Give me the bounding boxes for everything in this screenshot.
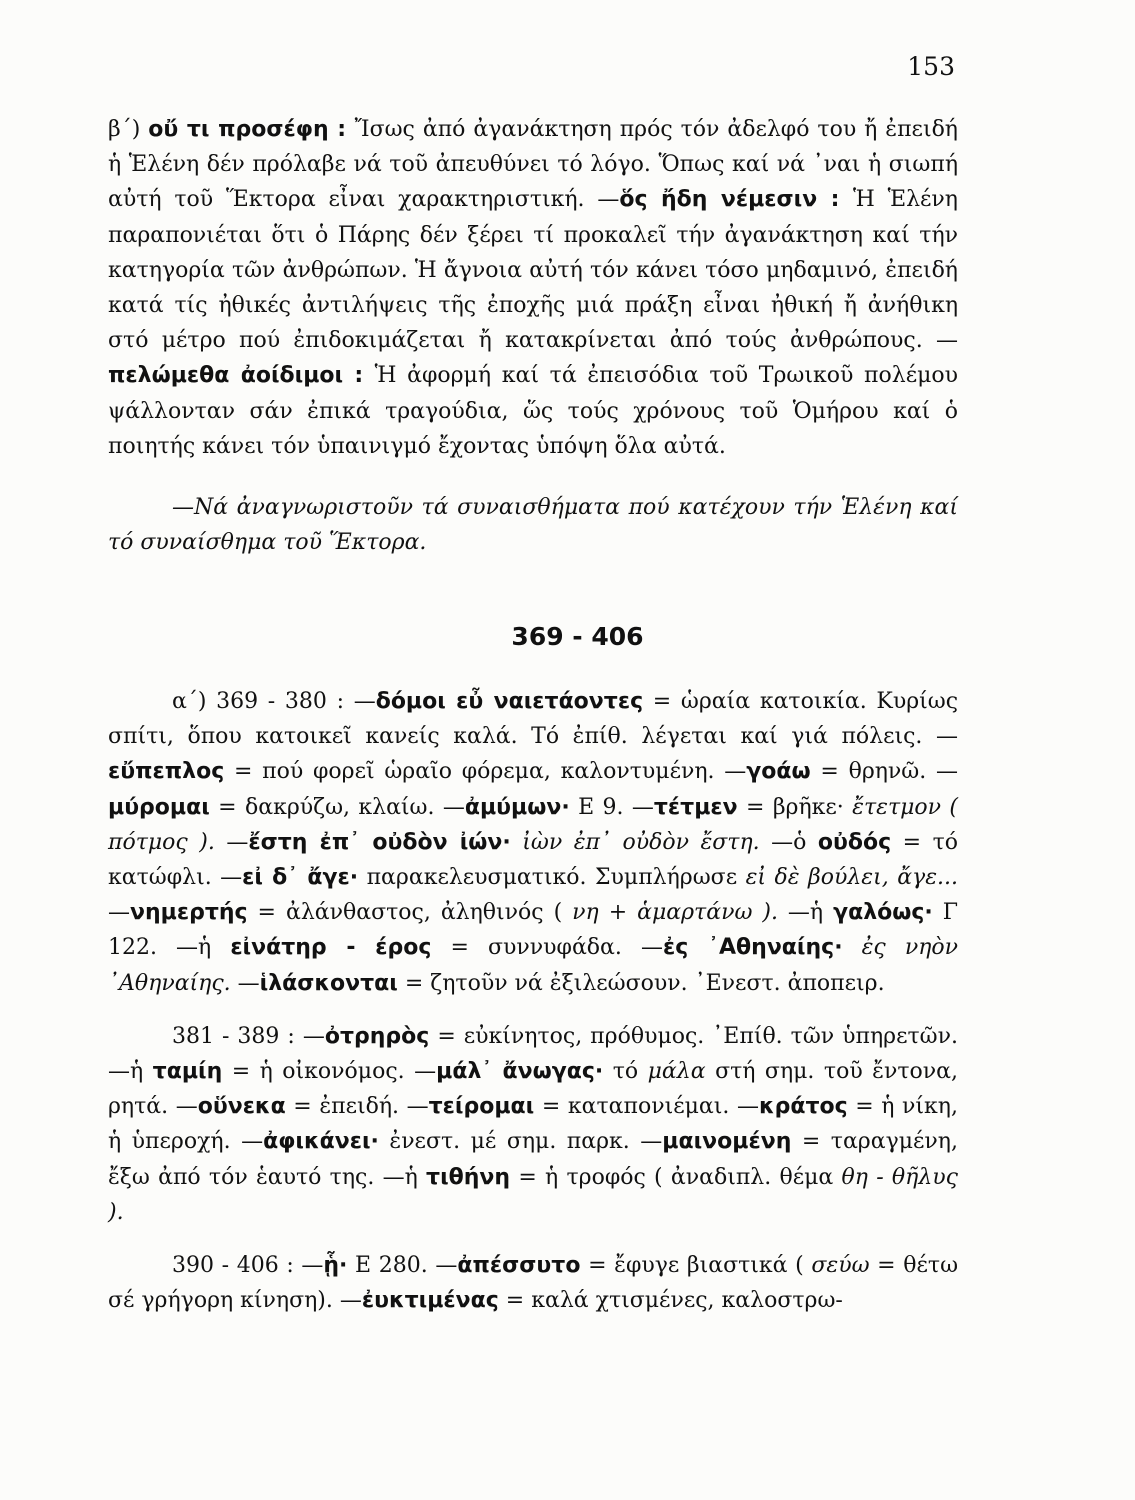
- lemma: οὕνεκα: [197, 1094, 286, 1120]
- lemma: πελώμεθα ἀοίδιμοι :: [108, 363, 375, 389]
- gloss-text: Ε 9. —: [569, 794, 654, 820]
- lemma: τέτμεν: [653, 794, 738, 820]
- gloss-text: = ἔφυγε βιαστικά (: [580, 1253, 812, 1279]
- lemma: οὔ τι προσέφη :: [148, 117, 355, 142]
- lemma: ἐς ᾿Αθηναίης·: [662, 935, 843, 961]
- gloss-text: +: [598, 900, 638, 926]
- lemma: μύρομαι: [108, 794, 210, 820]
- lemma: ἐυκτιμένας: [361, 1288, 499, 1314]
- gloss-text: = ἀλάνθαστος, ἀληθινός (: [247, 900, 573, 926]
- lemma: ἀπέσσυτο: [457, 1253, 581, 1279]
- lemma: εἰνάτηρ - έρος: [230, 935, 432, 961]
- gloss-text: = βρῆκε·: [737, 794, 853, 820]
- italic-text: θη - θῆλυς ).: [108, 1164, 958, 1225]
- gloss-text: α΄) 369 - 380 : —: [172, 689, 376, 714]
- gloss-text: —: [108, 900, 130, 926]
- lemma: ἀφικάνει·: [263, 1129, 379, 1155]
- gloss-text: 381 - 389 : —: [172, 1023, 325, 1049]
- gloss-text: Ἡ Ἑλένη παραπονιέται ὅτι ὁ Πάρης δέν ξέρει τί προκαλεῖ τήν ἀγανάκτηση καί τήν κατηγορία τῶν ἀνθρώπων. Ἡ ἄγνοια αὐτή τόν κάνει τόσο μηδαμινό, ἐπειδή κατά τίς ἠθικές ἀντιλήψεις τῆς ἐποχῆς μιά πράξη εἶναι ἠθική ἤ ἀνήθικη στό μέτρο πού ἐπιδοκιμάζεται ἤ κατακρίνεται ἀπό τούς ἀνθρώπους. —: [108, 187, 958, 354]
- gloss-text: = ἐπειδή. —: [285, 1094, 429, 1120]
- italic-text: ἔτετμον ( πότμος ).: [108, 794, 959, 855]
- lemma: μάλ᾿ ἄνωγας·: [436, 1059, 604, 1085]
- paragraph-381-389: [108, 1019, 958, 1230]
- commentary-block-top: [108, 112, 958, 560]
- lemma: νημερτής: [130, 900, 248, 926]
- gloss-text: = τό κατώφλι. —: [108, 829, 958, 891]
- lemma: εἰ δ᾿ ἄγε·: [242, 865, 359, 891]
- gloss-text: = συννυφάδα. —: [431, 935, 663, 961]
- lemma: ἔστη ἐπ᾿ οὐδὸν ἰών·: [248, 829, 511, 855]
- lemma: ἀμύμων·: [464, 794, 570, 820]
- gloss-text: Γ 122. —ἡ: [108, 900, 958, 961]
- paragraph-alpha-369-380: [108, 684, 958, 1001]
- commentary-block-bottom: [108, 684, 958, 1318]
- gloss-text: = ζητοῦν νά ἐξιλεώσουν. ᾿Ενεστ. ἀποπειρ.: [397, 970, 885, 996]
- paragraph-beta: [108, 112, 958, 464]
- italic-text: εἰ δὲ βούλει, ἄγε...: [745, 865, 958, 891]
- paragraph-label: β΄): [108, 117, 149, 142]
- gloss-text: παρακελευσματικό. Συμπλήρωσε: [358, 865, 746, 891]
- lemma: ταμίη: [152, 1059, 223, 1085]
- lemma: τείρομαι: [428, 1094, 535, 1120]
- italic-text: νη: [572, 900, 599, 926]
- lemma: ᾗ·: [323, 1253, 348, 1279]
- lemma: κράτος: [758, 1094, 848, 1120]
- gloss-text: [511, 830, 523, 855]
- gloss-text: 390 - 406 : —: [172, 1253, 324, 1279]
- lemma: τιθήνη: [426, 1164, 511, 1190]
- gloss-text: —: [214, 829, 249, 855]
- gloss-text: = καταπονιέμαι. —: [534, 1094, 759, 1120]
- paragraph-390-406: [108, 1248, 958, 1318]
- gloss-text: = δακρύζω, κλαίω. —: [209, 794, 465, 820]
- gloss-text: = ταραγμένη, ἔξω ἀπό τόν ἑαυτό της. —ἡ: [108, 1129, 958, 1190]
- italic-text: μάλα: [647, 1059, 706, 1085]
- italic-text: σεύω: [811, 1253, 870, 1279]
- gloss-text: τό: [603, 1059, 648, 1085]
- page-number: 153: [907, 52, 955, 81]
- gloss-text: [843, 935, 862, 960]
- gloss-text: = πού φορεῖ ὡραῖο φόρεμα, καλοντυμένη. —: [224, 759, 747, 785]
- italic-text: ἐς νηὸν ᾿Αθηναίης.: [108, 935, 958, 996]
- exercise-question: —Νά ἀναγνωριστοῦν τά συναισθήματα πού κατέχουν τήν Ἑλένη καί τό συναίσθημα τοῦ Ἕκτορα.: [108, 495, 958, 556]
- gloss-text: στή σημ. τοῦ ἔντονα, ρητά. —: [108, 1059, 958, 1120]
- gloss-text: Ε 280. —: [347, 1253, 458, 1279]
- gloss-text: = εὐκίνητος, πρόθυμος. ᾿Επίθ. τῶν ὑπηρετῶν. —ἡ: [108, 1023, 958, 1085]
- italic-text: ἁμαρτάνω ).: [637, 900, 778, 926]
- section-heading: 369 - 406: [511, 622, 644, 651]
- gloss-text: —ὁ: [759, 829, 818, 855]
- gloss-text: = ἡ τροφός ( ἀναδιπλ. θέμα: [510, 1164, 842, 1190]
- gloss-text: = θρηνῶ. —: [810, 759, 958, 785]
- lemma: εὔπεπλος: [108, 759, 225, 785]
- gloss-text: = ἡ νίκη, ἡ ὑπεροχή. —: [108, 1094, 958, 1155]
- lemma: οὐδός: [817, 829, 892, 855]
- lemma: γοάω: [746, 759, 811, 785]
- lemma: ὀτρηρὸς: [324, 1023, 430, 1049]
- lemma: ἱλάσκονται: [259, 970, 398, 996]
- gloss-text: —ἡ: [777, 900, 834, 926]
- gloss-text: = ἡ οἰκονόμος. —: [222, 1059, 437, 1085]
- lemma: δόμοι εὖ ναιετάοντες: [375, 689, 644, 714]
- gloss-text: Ἡ ἀφορμή καί τά ἐπεισόδια τοῦ Τρωικοῦ πολέμου ψάλλονταν σάν ἐπικά τραγούδια, ὥς τούς χρόνους τοῦ Ὁμήρου καί ὁ ποιητής κάνει τόν ὑπαινιγμό ἔχοντας ὑπόψη ὅλα αὐτά.: [108, 363, 959, 459]
- lemma: μαινομένη: [662, 1129, 792, 1155]
- gloss-text: = θέτω σέ γρήγορη κίνηση). —: [108, 1253, 959, 1314]
- gloss-text: = ὡραία κατοικία. Κυρίως σπίτι, ὅπου κατοικεῖ κανείς καλά. Τό ἐπίθ. λέγεται καί γιά πόλεις. —: [108, 689, 959, 750]
- gloss-text: Ἴσως ἀπό ἀγανάκτηση πρός τόν ἀδελφό του ἤ ἐπειδή ἡ Ἑλένη δέν πρόλαβε νά τοῦ ἀπευθύνει τό λόγο. Ὅπως καί νά ᾿ναι ἡ σιωπή αὐτή τοῦ Ἕκτορα εἶναι χαρακτηριστική. —: [108, 117, 958, 213]
- lemma: γαλόως·: [833, 900, 933, 926]
- gloss-text: ἐνεστ. μέ σημ. παρκ. —: [378, 1129, 663, 1155]
- lemma: ὅς ἤδη νέμεσιν :: [619, 187, 853, 213]
- italic-text: ἰὼν ἐπ᾿ οὐδὸν ἔστη.: [522, 829, 760, 855]
- gloss-text: = καλά χτισμένες, καλοστρω-: [498, 1288, 843, 1314]
- gloss-text: —: [230, 970, 260, 996]
